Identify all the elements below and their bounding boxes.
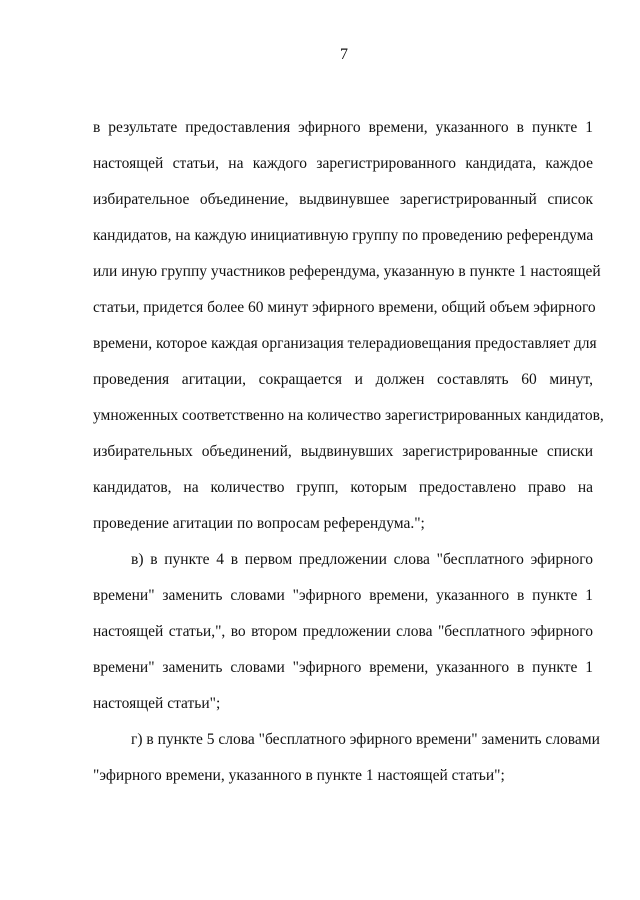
text-line: статьи, придется более 60 минут эфирного времени, общий объем эфирного: [93, 299, 596, 316]
text-line: настоящей статьи,", во втором предложении слова "бесплатного эфирного: [93, 623, 593, 640]
page-number: 7: [340, 46, 348, 63]
text-line: времени" заменить словами "эфирного времени, указанного в пункте 1: [93, 587, 593, 604]
text-line: кандидатов, на количество групп, которым предоставлено право на: [93, 479, 593, 496]
text-line: "эфирного времени, указанного в пункте 1 настоящей статьи";: [93, 767, 505, 784]
text-line: избирательных объединений, выдвинувших зарегистрированные списки: [93, 443, 593, 460]
paragraph-g-first-line: г) в пункте 5 слова "бесплатного эфирного времени" заменить словами: [131, 731, 600, 748]
text-line: или иную группу участников референдума, указанную в пункте 1 настоящей: [93, 263, 601, 280]
text-line: избирательное объединение, выдвинувшее зарегистрированный список: [93, 191, 593, 208]
text-line: умноженных соответственно на количество зарегистрированных кандидатов,: [93, 407, 604, 424]
text-line: проведение агитации по вопросам референдума.";: [93, 515, 425, 532]
text-line: времени" заменить словами "эфирного времени, указанного в пункте 1: [93, 659, 593, 676]
text-line: кандидатов, на каждую инициативную группу по проведению референдума: [93, 227, 594, 244]
paragraph-v-first-line: в) в пункте 4 в первом предложении слова "бесплатного эфирного: [131, 551, 593, 568]
text-line: настоящей статьи";: [93, 695, 221, 712]
text-line: времени, которое каждая организация телерадиовещания предоставляет для: [93, 335, 597, 352]
text-line: настоящей статьи, на каждого зарегистрированного кандидата, каждое: [93, 155, 593, 172]
text-line: в результате предоставления эфирного времени, указанного в пункте 1: [93, 119, 593, 136]
text-line: проведения агитации, сокращается и должен составлять 60 минут,: [93, 371, 593, 388]
